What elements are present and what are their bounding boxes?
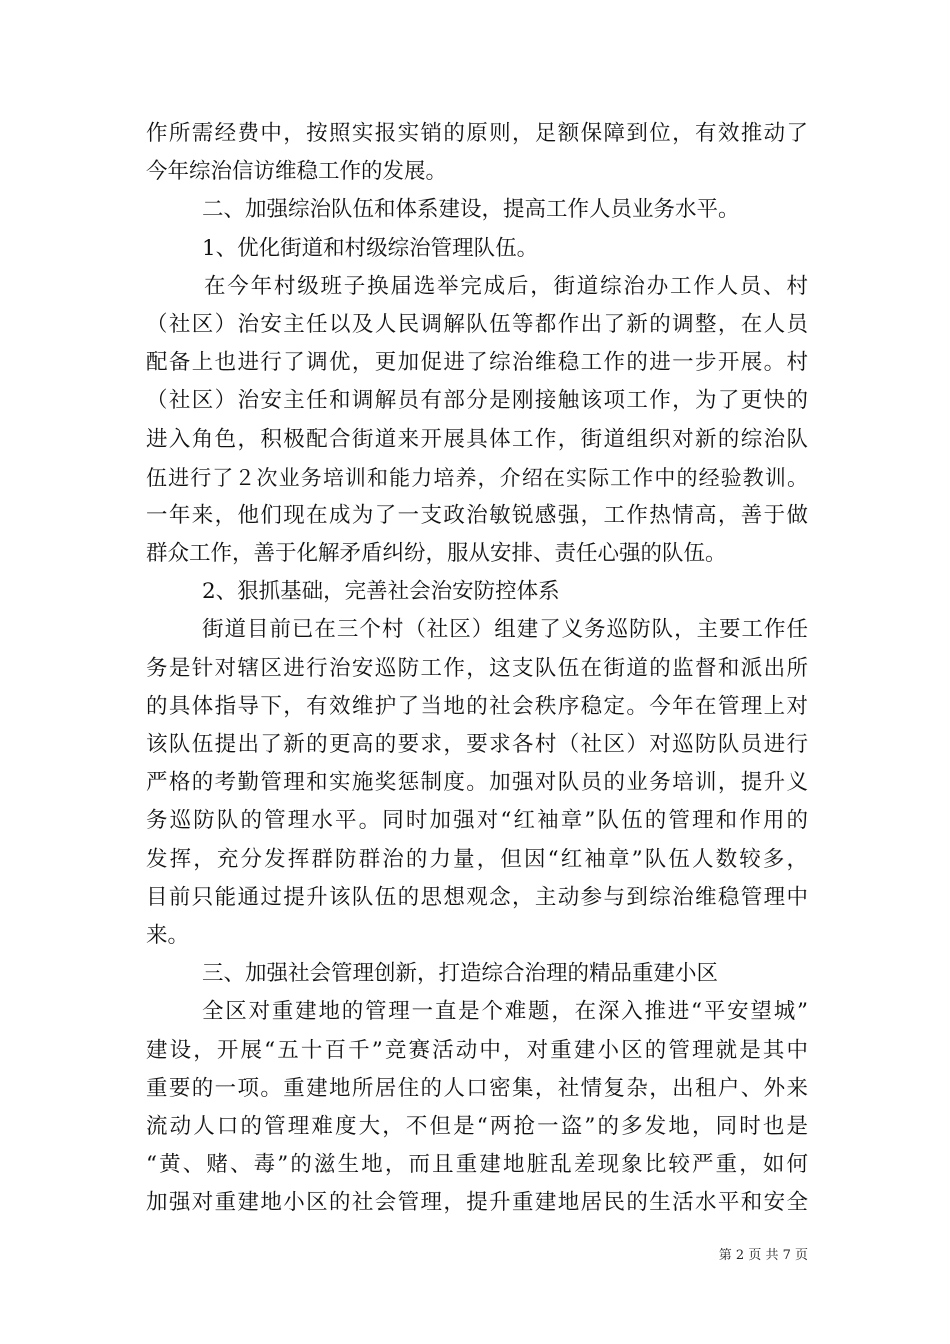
section-heading: 三、加强社会管理创新，打造综合治理的精品重建小区	[202, 961, 719, 987]
text-line: 的具体指导下，有效维护了当地的社会秩序稳定。今年在管理上对	[146, 693, 808, 719]
text-line: 务巡防队的管理水平。同时加强对“红袖章”队伍的管理和作用的	[146, 808, 808, 834]
text-line: 配备上也进行了调优，更加促进了综治维稳工作的进一步开展。村	[146, 350, 808, 376]
text-line: 务是针对辖区进行治安巡防工作，这支队伍在街道的监督和派出所	[146, 655, 808, 681]
text-line: 伍进行了２次业务培训和能力培养，介绍在实际工作中的经验教训。	[146, 465, 808, 490]
text-line: （社区）治安主任以及人民调解队伍等都作出了新的调整，在人员	[146, 311, 808, 337]
text-line: 严格的考勤管理和实施奖惩制度。加强对队员的业务培训，提升义	[146, 770, 808, 796]
subsection-heading: 1、优化街道和村级综治管理队伍。	[202, 235, 539, 261]
text-line: 一年来，他们现在成为了一支政治敏锐感强，工作热情高，善于做	[146, 502, 808, 528]
text-line: 加强对重建地小区的社会管理，提升重建地居民的生活水平和安全	[146, 1190, 808, 1216]
subsection-heading: 2、狠抓基础，完善社会治安防控体系	[202, 579, 560, 605]
text-line: 该队伍提出了新的更高的要求，要求各村（社区）对巡防队员进行	[146, 732, 808, 757]
text-line: 来。	[146, 922, 190, 948]
text-line: 进入角色，积极配合街道来开展具体工作，街道组织对新的综治队	[146, 426, 808, 452]
text-line: 群众工作，善于化解矛盾纠纷，服从安排、责任心强的队伍。	[146, 541, 727, 567]
text-line: 街道目前已在三个村（社区）组建了义务巡防队，主要工作任	[202, 617, 808, 643]
text-line: “黄、赌、毒”的滋生地，而且重建地脏乱差现象比较严重，如何	[146, 1152, 808, 1178]
text-line: 流动人口的管理难度大，不但是“两抢一盗”的多发地，同时也是	[146, 1113, 808, 1139]
text-line: 在今年村级班子换届选举完成后，街道综治办工作人员、村	[204, 273, 808, 299]
text-line: 作所需经费中，按照实报实销的原则，足额保障到位，有效推动了	[146, 121, 808, 146]
section-heading: 二、加强综治队伍和体系建设，提高工作人员业务水平。	[202, 197, 740, 223]
text-line: （社区）治安主任和调解员有部分是刚接触该项工作，为了更快的	[146, 388, 808, 414]
text-line: 全区对重建地的管理一直是个难题，在深入推进“平安望城”	[202, 999, 808, 1025]
text-line: 目前只能通过提升该队伍的思想观念，主动参与到综治维稳管理中	[146, 884, 808, 910]
text-line: 今年综治信访维稳工作的发展。	[146, 159, 448, 185]
document-body	[146, 115, 808, 1222]
text-line: 发挥，充分发挥群防群治的力量，但因“红袖章”队伍人数较多，	[146, 846, 808, 872]
page-number-footer: 第 2 页 共 7 页	[718, 1248, 808, 1263]
text-line: 重要的一项。重建地所居住的人口密集，社情复杂，出租户、外来	[146, 1075, 808, 1101]
text-line: 建设，开展“五十百千”竞赛活动中，对重建小区的管理就是其中	[146, 1037, 808, 1063]
